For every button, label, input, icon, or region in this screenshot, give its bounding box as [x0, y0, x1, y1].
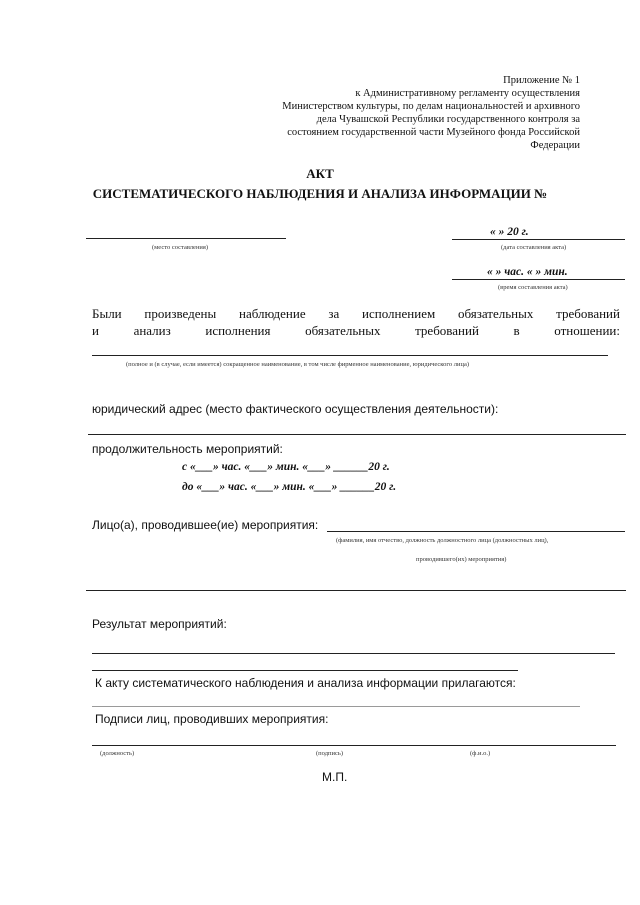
intro-row-2: [92, 323, 620, 339]
result-line-2[interactable]: [92, 670, 518, 671]
intro-word: и: [92, 323, 99, 338]
stamp-placeholder: М.П.: [322, 770, 348, 784]
document-title: АКТ: [306, 166, 334, 181]
appendix-line: состоянием государственной части Музейного фонда Российской: [287, 127, 580, 138]
appendix-line: Приложение № 1: [503, 75, 580, 86]
result-line-1[interactable]: [92, 653, 615, 654]
place-caption: (место составления): [152, 244, 209, 251]
legal-address-line[interactable]: [88, 434, 626, 435]
persons-line[interactable]: [327, 531, 625, 532]
duration-from: с «___» час. «___» мин. «___» ______20 г.: [182, 461, 390, 473]
appendix-line: Федерации: [530, 140, 580, 151]
intro-word: отношении:: [554, 323, 620, 338]
intro-word: обязательных: [457, 306, 534, 321]
intro-word: требований: [415, 323, 479, 338]
signature-sign-caption: (подпись): [316, 750, 343, 757]
duration-to: до «___» час. «___» мин. «___» ______20 г.: [182, 481, 397, 493]
appendix-line: дела Чувашской Республики государственного контроля за: [316, 114, 580, 125]
signature-name-caption: (ф.и.о.): [470, 750, 491, 757]
date-caption: (дата составления акта): [501, 244, 567, 251]
intro-word: наблюдение: [238, 306, 306, 321]
appendix-header: [240, 74, 580, 152]
attachments-line[interactable]: [92, 706, 580, 707]
legal-address-label: юридический адрес (место фактического осуществления деятельности):: [92, 402, 499, 416]
attachments-label: К акту систематического наблюдения и анализа информации прилагаются:: [95, 676, 516, 690]
result-label: Результат мероприятий:: [92, 617, 227, 631]
duration-label: продолжительность мероприятий:: [92, 442, 283, 456]
intro-word: требований: [556, 306, 620, 321]
persons-caption-2: проводившего(их) мероприятия): [416, 556, 507, 563]
place-field-line[interactable]: [86, 238, 286, 239]
time-field-line[interactable]: [452, 279, 625, 280]
date-field: « » 20 г.: [490, 226, 529, 238]
intro-word: исполнения: [205, 323, 271, 338]
signatures-label: Подписи лиц, проводивших мероприятия:: [95, 712, 329, 726]
time-field: « » час. « » мин.: [487, 266, 568, 278]
intro-word: Были: [92, 306, 122, 321]
intro-word: анализ: [133, 323, 171, 338]
document-subtitle: СИСТЕМАТИЧЕСКОГО НАБЛЮДЕНИЯ И АНАЛИЗА ИНФОРМАЦИИ №: [92, 186, 548, 201]
signature-position-caption: (должность): [100, 750, 135, 757]
intro-word: обязательных: [305, 323, 381, 338]
intro-word: исполнением: [362, 306, 436, 321]
persons-label: Лицо(а), проводившее(ие) мероприятия:: [92, 518, 319, 532]
intro-row-1: [92, 306, 620, 322]
intro-word: за: [328, 306, 340, 321]
entity-name-line[interactable]: [92, 355, 608, 356]
date-field-line[interactable]: [452, 239, 625, 240]
signatures-line[interactable]: [92, 745, 616, 746]
persons-line-2[interactable]: [86, 590, 626, 591]
intro-word: в: [513, 323, 520, 338]
appendix-line: к Административному регламенту осуществления: [355, 88, 580, 99]
time-caption: (время составления акта): [498, 284, 568, 291]
appendix-line: Министерством культуры, по делам национальностей и архивного: [282, 101, 580, 112]
persons-caption-1: (фамилия, имя отчество, должность должностного лица (должностных лиц),: [336, 537, 549, 544]
intro-word: произведены: [144, 306, 217, 321]
entity-name-caption: (полное и (в случае, если имеется) сокращенное наименование, в том числе фирменное наименование, юридического лица): [126, 361, 470, 368]
